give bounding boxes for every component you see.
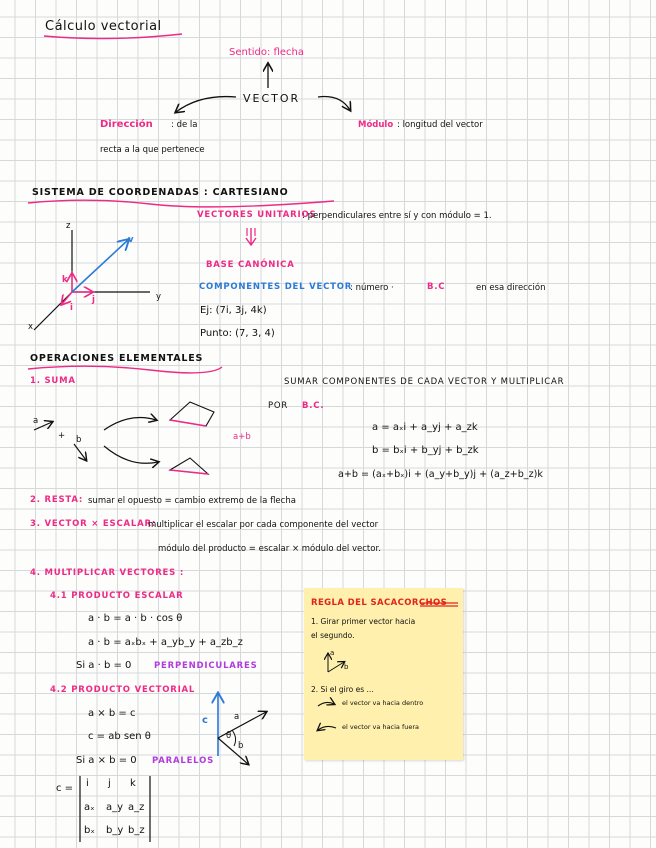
cross-fig-a: a [234, 712, 240, 722]
coords-heading: SISTEMA DE COORDENADAS : CARTESIANO [32, 187, 289, 198]
det-cell: a_z [128, 802, 145, 813]
cross-fig-theta: θ [226, 731, 232, 741]
modulo-label: Módulo [358, 120, 394, 130]
sticky-diagram [328, 654, 344, 672]
det-cell: k [130, 778, 136, 789]
vectorial-eq-1: a × b = c [88, 708, 136, 719]
example-point: Punto: (7, 3, 4) [200, 328, 275, 339]
suma-fig-plus: + [58, 431, 66, 441]
det-cell: b_y [106, 825, 124, 836]
suma-fig-sum: a+b [233, 432, 251, 442]
modulo-text: : longitud del vector [397, 120, 483, 130]
vectorial-eq-2: c = ab sen θ [88, 731, 151, 742]
sticky-fig-a: a [330, 649, 335, 657]
cross-product-diagram [218, 694, 266, 764]
determinant-lhs: c = [56, 783, 74, 794]
sticky-option-outward: el vector va hacia fuera [342, 723, 420, 731]
suma-eq-b: b = bₓi + b_yj + b_zk [372, 445, 479, 456]
unit-k-label: k [62, 275, 68, 285]
det-cell: bₓ [84, 825, 95, 836]
escalar-text-1: multiplicar el escalar por cada componente del vector [148, 520, 379, 530]
suma-rule-2a: POR [268, 401, 289, 411]
vectorial-if: Si a × b = 0 [76, 755, 137, 766]
suma-eq-sum: a+b = (aₓ+bₓ)i + (a_y+b_y)j + (a_z+b_z)k [338, 469, 543, 480]
sticky-step-2: 2. Si el giro es ... [311, 685, 374, 694]
vector-v-label: v [128, 235, 134, 245]
determinant-bars [80, 776, 150, 842]
vector-sum-diagram [34, 402, 214, 474]
suma-fig-a: a [33, 416, 39, 426]
sticky-title: REGLA DEL SACACORCHOS [311, 598, 448, 608]
cross-fig-b: b [238, 741, 244, 751]
operations-heading: OPERACIONES ELEMENTALES [30, 353, 204, 364]
components-label: COMPONENTES DEL VECTOR [199, 282, 353, 292]
components-text-2: en esa dirección [476, 283, 546, 293]
suma-eq-a: a = aₓi + a_yj + a_zk [372, 422, 478, 433]
rotate-inward-icon [318, 702, 334, 706]
escalar-label: 3. VECTOR × ESCALAR: [30, 519, 157, 529]
unit-vectors-text: : perpendiculares entre sí y con módulo = 1. [302, 211, 492, 221]
suma-rule-1: SUMAR COMPONENTES DE CADA VECTOR Y MULTIPLICAR [284, 377, 565, 387]
vectorial-paralelos: PARALELOS [152, 756, 215, 766]
unit-j-label: j [92, 295, 95, 305]
resta-label: 2. RESTA: [30, 495, 84, 505]
escalar-text-2: módulo del producto = escalar × módulo del vector. [158, 544, 381, 554]
coordinate-axes-diagram [34, 230, 150, 330]
suma-fig-b: b [76, 435, 82, 445]
unit-vectors-label: VECTORES UNITARIOS [197, 210, 317, 220]
multiplicar-label: 4. MULTIPLICAR VECTORES : [30, 568, 185, 578]
det-cell: b_z [128, 825, 145, 836]
escalar-if: Si a · b = 0 [76, 660, 132, 671]
axis-y-label: y [156, 292, 162, 302]
coords-underline [28, 200, 334, 207]
sticky-step-1a: 1. Girar primer vector hacia [311, 617, 416, 626]
sticky-step-1b: el segundo. [311, 631, 355, 640]
det-cell: i [86, 778, 89, 789]
components-bc: B.C [427, 282, 446, 292]
direccion-text-2: recta a la que pertenece [100, 145, 205, 155]
direccion-label: Dirección [100, 119, 153, 130]
escalar-eq-1: a · b = a · b · cos θ [88, 613, 183, 624]
sticky-option-inward: el vector va hacia dentro [342, 699, 424, 707]
vector-center-label: VECTOR [243, 92, 301, 105]
det-cell: a_y [106, 802, 124, 813]
sticky-title-underline [420, 603, 458, 606]
producto-escalar-label: 4.1 PRODUCTO ESCALAR [50, 591, 184, 601]
axis-x-label: x [28, 322, 34, 332]
escalar-eq-2: a · b = aₓbₓ + a_yb_y + a_zb_z [88, 637, 243, 648]
escalar-perpendiculares: PERPENDICULARES [154, 661, 258, 671]
example-components: Ej: (7i, 3j, 4k) [200, 305, 267, 316]
base-canonica-label: BASE CANÓNICA [206, 260, 295, 270]
axis-z-label: z [66, 221, 71, 231]
title-underline [44, 34, 182, 39]
components-text-1: : número · [350, 283, 394, 293]
cross-fig-c: c [202, 715, 208, 726]
suma-rule-2b: B.C. [302, 401, 325, 411]
suma-label: 1. SUMA [30, 376, 76, 386]
sticky-fig-b: b [344, 663, 349, 671]
unit-i-label: i [70, 303, 73, 313]
sentido-text: Sentido: flecha [229, 47, 304, 58]
rotate-outward-icon [318, 726, 336, 730]
direccion-text-1: : de la [171, 120, 198, 130]
arrow-left-icon [176, 97, 236, 112]
resta-text: sumar el opuesto = cambio extremo de la flecha [88, 496, 296, 506]
operations-underline [28, 366, 222, 373]
page-title: Cálculo vectorial [45, 19, 162, 34]
arrow-right-icon [318, 97, 350, 110]
det-cell: aₓ [84, 802, 95, 813]
producto-vectorial-label: 4.2 PRODUCTO VECTORIAL [50, 685, 196, 695]
det-cell: j [108, 778, 111, 789]
